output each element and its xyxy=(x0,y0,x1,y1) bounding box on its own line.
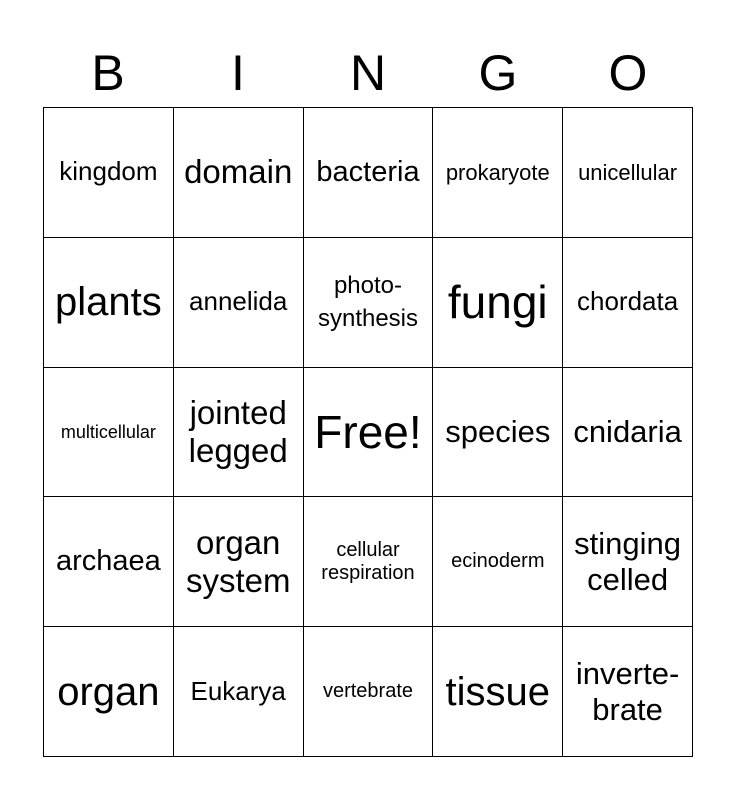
cell-label: plants xyxy=(55,280,162,325)
bingo-cell[interactable] xyxy=(44,497,174,627)
bingo-cell[interactable] xyxy=(433,108,563,238)
bingo-cell[interactable] xyxy=(563,108,693,238)
header-letter-b: B xyxy=(91,45,125,101)
bingo-cell[interactable] xyxy=(563,627,693,757)
cell-label: cnidaria xyxy=(573,414,682,450)
cell-label: jointed legged xyxy=(188,394,288,469)
bingo-cell[interactable] xyxy=(563,238,693,368)
bingo-cell[interactable] xyxy=(433,238,563,368)
cell-label: prokaryote xyxy=(445,159,550,185)
cell-label: stinging celled xyxy=(574,526,682,597)
bingo-cell[interactable] xyxy=(563,368,693,498)
bingo-cell[interactable] xyxy=(304,238,434,368)
bingo-cell[interactable] xyxy=(44,627,174,757)
cell-label: archaea xyxy=(55,545,161,578)
cell-label: kingdom xyxy=(59,156,158,187)
bingo-board xyxy=(43,107,693,757)
cell-label: unicellular xyxy=(578,159,678,185)
bingo-cell[interactable] xyxy=(304,627,434,757)
free-space-label: Free! xyxy=(314,405,422,458)
cell-label: cellular respiration xyxy=(321,538,415,584)
header-letter-i: I xyxy=(231,45,245,101)
bingo-cell[interactable] xyxy=(433,497,563,627)
cell-label: domain xyxy=(184,153,293,191)
bingo-cell[interactable] xyxy=(563,497,693,627)
bingo-cell[interactable] xyxy=(433,368,563,498)
bingo-cell[interactable] xyxy=(44,108,174,238)
bingo-cell[interactable] xyxy=(304,497,434,627)
bingo-cell[interactable] xyxy=(174,368,304,498)
cell-label: annelida xyxy=(189,286,288,317)
bingo-cell[interactable] xyxy=(44,238,174,368)
bingo-cell[interactable] xyxy=(174,108,304,238)
bingo-cell[interactable] xyxy=(174,497,304,627)
cell-label: organ system xyxy=(185,523,291,599)
bingo-cell[interactable] xyxy=(174,627,304,757)
header-letter-g: G xyxy=(478,45,518,101)
cell-label: chordata xyxy=(577,286,679,317)
cell-label: inverte- brate xyxy=(575,655,680,727)
cell-label: multicellular xyxy=(60,421,156,442)
bingo-header xyxy=(43,42,693,104)
bingo-cell-free[interactable] xyxy=(304,368,434,498)
header-letter-n: N xyxy=(349,45,387,101)
cell-label: fungi xyxy=(447,275,548,328)
cell-label: Eukarya xyxy=(190,675,286,706)
cell-label: organ xyxy=(57,669,160,714)
cell-label: tissue xyxy=(445,669,551,714)
cell-label: species xyxy=(445,414,551,450)
bingo-cell[interactable] xyxy=(433,627,563,757)
bingo-cell[interactable] xyxy=(44,368,174,498)
header-letter-o: O xyxy=(608,45,648,101)
cell-label: ecinoderm xyxy=(451,550,545,573)
cell-label: vertebrate xyxy=(322,680,414,703)
cell-label: photo- synthesis xyxy=(317,271,419,333)
bingo-cell[interactable] xyxy=(304,108,434,238)
cell-label: bacteria xyxy=(316,155,420,188)
bingo-cell[interactable] xyxy=(174,238,304,368)
